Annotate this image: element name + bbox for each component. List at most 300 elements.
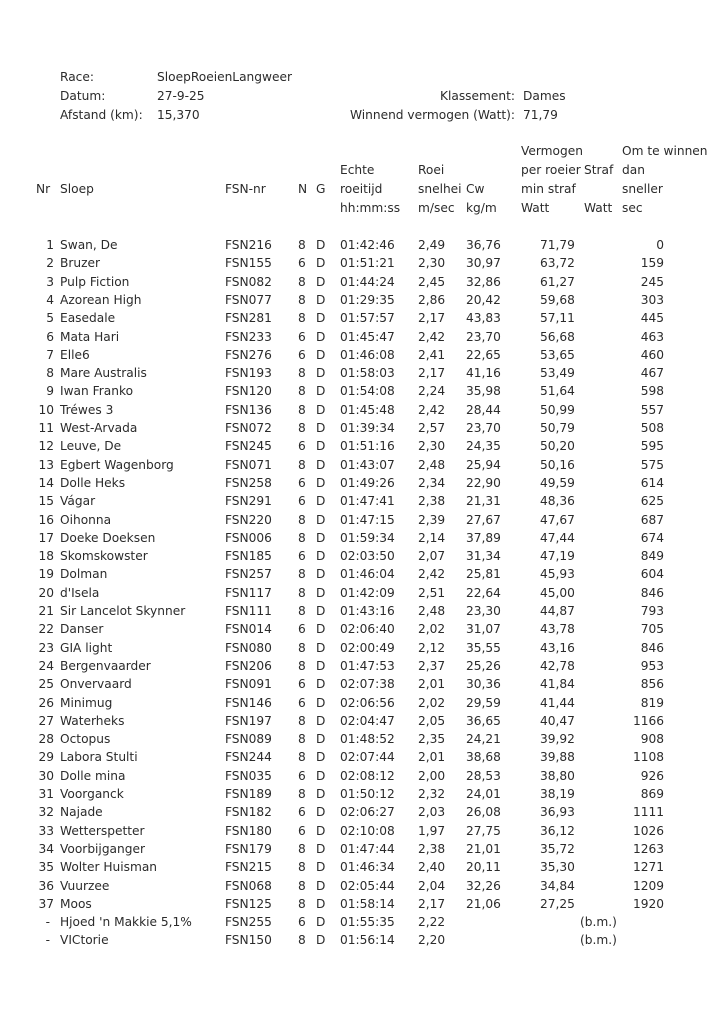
- row-time: 01:42:46: [340, 238, 395, 252]
- row-n: 6: [298, 347, 306, 362]
- row-n: 6: [298, 805, 306, 820]
- row-n: 6: [298, 256, 306, 271]
- row-fsn: FSN068: [225, 878, 272, 893]
- row-speed: 2,57: [418, 421, 446, 435]
- table-row: [0, 748, 721, 766]
- col-vermogen-line3: min straf: [521, 182, 576, 196]
- row-sloep: Oihonna: [60, 512, 112, 527]
- row-sloep: Wolter Huisman: [60, 860, 158, 875]
- row-vermogen: 47,44: [540, 530, 575, 545]
- table-row: [0, 273, 721, 291]
- row-vermogen: 36,12: [540, 823, 575, 838]
- row-speed: 2,51: [418, 585, 446, 600]
- row-speed: 2,32: [418, 787, 446, 801]
- row-vermogen: 47,19: [540, 549, 575, 564]
- row-win: 849: [640, 549, 664, 564]
- table-row: [0, 309, 721, 327]
- col-win-line1: Om te winnen: [622, 144, 708, 158]
- row-n: 8: [298, 585, 306, 600]
- table-row: [0, 565, 721, 583]
- table-row: [0, 419, 721, 437]
- row-nr: 33: [38, 823, 54, 838]
- row-speed: 2,22: [418, 915, 446, 930]
- row-fsn: FSN257: [225, 567, 272, 582]
- row-time: 01:55:35: [340, 915, 395, 930]
- table-row: [0, 584, 721, 602]
- row-win: 598: [640, 384, 664, 399]
- row-cw: 21,01: [466, 841, 501, 856]
- row-g: D: [316, 915, 326, 930]
- row-fsn: FSN072: [225, 421, 272, 435]
- row-g: D: [316, 878, 326, 893]
- row-n: 8: [298, 860, 306, 875]
- row-time: 01:47:44: [340, 841, 395, 856]
- row-speed: 2,03: [418, 805, 446, 820]
- row-win: 1108: [632, 750, 664, 765]
- table-row: [0, 602, 721, 620]
- row-n: 8: [298, 421, 306, 435]
- row-n: 8: [298, 841, 306, 856]
- row-win: 1263: [632, 841, 664, 856]
- row-time: 01:48:52: [340, 732, 395, 747]
- row-time: 01:39:34: [340, 421, 395, 435]
- row-straf: (b.m.): [580, 933, 617, 948]
- row-time: 02:07:44: [340, 750, 395, 765]
- row-time: 02:05:44: [340, 878, 395, 893]
- table-row: [0, 931, 721, 949]
- row-cw: 26,08: [466, 805, 501, 820]
- row-g: D: [316, 860, 326, 875]
- row-nr: 22: [38, 622, 54, 637]
- col-win-line3: sneller: [622, 182, 663, 196]
- row-cw: 22,90: [466, 475, 501, 490]
- col-cw-line2: kg/m: [466, 201, 497, 215]
- row-nr: 20: [38, 585, 54, 600]
- row-win: 460: [640, 347, 664, 362]
- row-win: 1111: [632, 805, 664, 820]
- row-win: 557: [640, 402, 664, 417]
- row-vermogen: 44,87: [540, 604, 575, 618]
- row-win: 0: [656, 238, 664, 252]
- row-nr: 34: [38, 841, 54, 856]
- row-fsn: FSN185: [225, 549, 272, 564]
- row-speed: 2,00: [418, 768, 446, 783]
- row-vermogen: 61,27: [540, 274, 575, 289]
- row-n: 8: [298, 457, 306, 472]
- col-cw-line1: Cw: [466, 182, 485, 196]
- row-speed: 2,12: [418, 640, 446, 655]
- row-fsn: FSN035: [225, 768, 272, 783]
- row-time: 02:06:27: [340, 805, 395, 820]
- row-g: D: [316, 347, 326, 362]
- row-fsn: FSN071: [225, 457, 272, 472]
- row-cw: 41,16: [466, 366, 501, 381]
- row-vermogen: 53,65: [540, 347, 575, 362]
- row-speed: 2,48: [418, 457, 446, 472]
- race-label: Race:: [60, 70, 94, 84]
- row-sloep: Octopus: [60, 732, 111, 747]
- row-speed: 2,24: [418, 384, 446, 399]
- row-cw: 21,06: [466, 896, 501, 911]
- row-time: 02:04:47: [340, 713, 395, 728]
- row-nr: 23: [38, 640, 54, 655]
- row-vermogen: 50,79: [540, 421, 575, 435]
- row-nr: 24: [38, 658, 54, 673]
- row-cw: 20,42: [466, 292, 501, 307]
- row-fsn: FSN182: [225, 805, 272, 820]
- row-g: D: [316, 274, 326, 289]
- col-speed-line1: Roei: [418, 163, 445, 177]
- row-g: D: [316, 366, 326, 381]
- row-fsn: FSN120: [225, 384, 272, 399]
- winnend-vermogen-value: 71,79: [523, 108, 558, 122]
- row-nr: 13: [38, 457, 54, 472]
- table-row: [0, 401, 721, 419]
- table-row: [0, 547, 721, 565]
- row-sloep: Doeke Doeksen: [60, 530, 156, 545]
- row-fsn: FSN258: [225, 475, 272, 490]
- row-sloep: Minimug: [60, 695, 113, 710]
- row-n: 8: [298, 238, 306, 252]
- row-sloep: Najade: [60, 805, 103, 820]
- row-win: 303: [640, 292, 664, 307]
- row-n: 8: [298, 787, 306, 801]
- row-fsn: FSN197: [225, 713, 272, 728]
- row-vermogen: 42,78: [540, 658, 575, 673]
- row-sloep: Vuurzee: [60, 878, 110, 893]
- row-n: 8: [298, 713, 306, 728]
- row-win: 625: [640, 494, 664, 509]
- row-n: 6: [298, 494, 306, 509]
- row-cw: 37,89: [466, 530, 501, 545]
- table-row: [0, 675, 721, 693]
- row-speed: 2,04: [418, 878, 446, 893]
- table-row: [0, 840, 721, 858]
- row-g: D: [316, 457, 326, 472]
- row-vermogen: 53,49: [540, 366, 575, 381]
- row-time: 01:59:34: [340, 530, 395, 545]
- row-time: 02:07:38: [340, 677, 395, 692]
- row-win: 1271: [632, 860, 664, 875]
- row-n: 8: [298, 512, 306, 527]
- row-g: D: [316, 402, 326, 417]
- row-cw: 29,59: [466, 695, 501, 710]
- row-g: D: [316, 622, 326, 637]
- row-vermogen: 34,84: [540, 878, 575, 893]
- table-row: [0, 730, 721, 748]
- row-time: 01:58:14: [340, 896, 395, 911]
- col-g: G: [316, 182, 326, 196]
- row-n: 8: [298, 933, 306, 948]
- row-nr: 10: [38, 402, 54, 417]
- row-time: 01:51:21: [340, 256, 395, 271]
- row-sloep: Wetterspetter: [60, 823, 145, 838]
- row-vermogen: 41,84: [540, 677, 575, 692]
- row-fsn: FSN091: [225, 677, 272, 692]
- row-speed: 2,40: [418, 860, 446, 875]
- row-g: D: [316, 658, 326, 673]
- row-speed: 2,01: [418, 677, 446, 692]
- row-vermogen: 39,88: [540, 750, 575, 765]
- row-win: 445: [640, 311, 664, 326]
- row-time: 01:45:47: [340, 329, 395, 344]
- row-fsn: FSN014: [225, 622, 272, 637]
- row-nr: 2: [46, 256, 54, 271]
- row-g: D: [316, 732, 326, 747]
- row-vermogen: 48,36: [540, 494, 575, 509]
- row-nr: 25: [38, 677, 54, 692]
- row-fsn: FSN291: [225, 494, 272, 509]
- row-n: 6: [298, 475, 306, 490]
- row-win: 604: [640, 567, 664, 582]
- row-nr: 11: [38, 421, 54, 435]
- row-win: 869: [640, 787, 664, 801]
- row-time: 01:43:16: [340, 604, 395, 618]
- row-time: 01:46:08: [340, 347, 395, 362]
- row-win: 1026: [632, 823, 664, 838]
- row-g: D: [316, 695, 326, 710]
- row-sloep: Dolle mina: [60, 768, 126, 783]
- row-time: 02:03:50: [340, 549, 395, 564]
- row-vermogen: 49,59: [540, 475, 575, 490]
- row-vermogen: 45,00: [540, 585, 575, 600]
- row-sloep: Onvervaard: [60, 677, 132, 692]
- row-fsn: FSN215: [225, 860, 272, 875]
- row-g: D: [316, 805, 326, 820]
- row-cw: 27,75: [466, 823, 501, 838]
- row-vermogen: 43,78: [540, 622, 575, 637]
- row-nr: 7: [46, 347, 54, 362]
- row-win: 614: [640, 475, 664, 490]
- row-win: 793: [640, 604, 664, 618]
- row-win: 245: [640, 274, 664, 289]
- row-sloep: Egbert Wagenborg: [60, 457, 174, 472]
- table-row: [0, 895, 721, 913]
- klassement-value: Dames: [523, 89, 566, 103]
- row-fsn: FSN189: [225, 787, 272, 801]
- row-g: D: [316, 677, 326, 692]
- table-row: [0, 529, 721, 547]
- row-n: 6: [298, 549, 306, 564]
- row-nr: 5: [46, 311, 54, 326]
- row-n: 8: [298, 750, 306, 765]
- datum-label: Datum:: [60, 89, 106, 103]
- row-cw: 25,94: [466, 457, 501, 472]
- row-n: 8: [298, 567, 306, 582]
- row-n: 6: [298, 439, 306, 454]
- table-row: [0, 785, 721, 803]
- row-n: 6: [298, 622, 306, 637]
- row-n: 8: [298, 292, 306, 307]
- row-nr: 37: [38, 896, 54, 911]
- row-n: 8: [298, 878, 306, 893]
- row-n: 8: [298, 658, 306, 673]
- row-g: D: [316, 439, 326, 454]
- afstand-label: Afstand (km):: [60, 108, 143, 122]
- table-row: [0, 657, 721, 675]
- row-vermogen: 63,72: [540, 256, 575, 271]
- row-nr: 31: [38, 787, 54, 801]
- row-speed: 2,34: [418, 475, 446, 490]
- row-speed: 2,86: [418, 292, 446, 307]
- row-speed: 2,39: [418, 512, 446, 527]
- row-nr: 32: [38, 805, 54, 820]
- row-speed: 2,42: [418, 402, 446, 417]
- row-fsn: FSN193: [225, 366, 272, 381]
- row-fsn: FSN077: [225, 292, 272, 307]
- row-speed: 2,37: [418, 658, 446, 673]
- row-straf: (b.m.): [580, 915, 617, 930]
- row-cw: 24,35: [466, 439, 501, 454]
- col-sloep: Sloep: [60, 182, 94, 196]
- row-cw: 43,83: [466, 311, 501, 326]
- row-g: D: [316, 768, 326, 783]
- col-win-line4: sec: [622, 201, 643, 215]
- row-nr: 9: [46, 384, 54, 399]
- row-time: 02:06:40: [340, 622, 395, 637]
- row-nr: 6: [46, 329, 54, 344]
- row-nr: 8: [46, 366, 54, 381]
- row-nr: 21: [38, 604, 54, 618]
- row-n: 6: [298, 768, 306, 783]
- row-win: 467: [640, 366, 664, 381]
- row-cw: 27,67: [466, 512, 501, 527]
- row-time: 01:45:48: [340, 402, 395, 417]
- row-nr: 36: [38, 878, 54, 893]
- row-n: 8: [298, 530, 306, 545]
- row-n: 8: [298, 896, 306, 911]
- row-win: 674: [640, 530, 664, 545]
- row-cw: 36,76: [466, 238, 501, 252]
- row-sloep: Sir Lancelot Skynner: [60, 604, 186, 618]
- row-cw: 31,07: [466, 622, 501, 637]
- row-cw: 31,34: [466, 549, 501, 564]
- row-time: 02:06:56: [340, 695, 395, 710]
- row-speed: 2,20: [418, 933, 446, 948]
- table-row: [0, 913, 721, 931]
- row-time: 01:46:34: [340, 860, 395, 875]
- row-nr: 35: [38, 860, 54, 875]
- row-vermogen: 35,72: [540, 841, 575, 856]
- table-row: [0, 456, 721, 474]
- row-fsn: FSN216: [225, 238, 272, 252]
- row-fsn: FSN245: [225, 439, 272, 454]
- table-row: [0, 474, 721, 492]
- row-n: 8: [298, 604, 306, 618]
- row-fsn: FSN089: [225, 732, 272, 747]
- row-time: 01:57:57: [340, 311, 395, 326]
- row-cw: 35,98: [466, 384, 501, 399]
- table-row: [0, 767, 721, 785]
- row-vermogen: 43,16: [540, 640, 575, 655]
- row-n: 6: [298, 695, 306, 710]
- row-sloep: GIA light: [60, 640, 113, 655]
- row-vermogen: 51,64: [540, 384, 575, 399]
- col-fsn: FSN-nr: [225, 182, 266, 196]
- row-win: 1209: [632, 878, 664, 893]
- row-g: D: [316, 604, 326, 618]
- row-cw: 23,30: [466, 604, 501, 618]
- col-time-line2: roeitijd: [340, 182, 383, 196]
- row-cw: 28,44: [466, 402, 501, 417]
- row-sloep: Easedale: [60, 311, 116, 326]
- row-cw: 32,26: [466, 878, 501, 893]
- row-win: 705: [640, 622, 664, 637]
- row-n: 8: [298, 274, 306, 289]
- row-cw: 24,01: [466, 787, 501, 801]
- row-sloep: Dolman: [60, 567, 108, 582]
- row-nr: -: [45, 915, 50, 930]
- row-sloep: Iwan Franko: [60, 384, 134, 399]
- row-speed: 2,07: [418, 549, 446, 564]
- col-time-line3: hh:mm:ss: [340, 201, 401, 215]
- row-fsn: FSN082: [225, 274, 272, 289]
- row-vermogen: 35,30: [540, 860, 575, 875]
- row-win: 687: [640, 512, 664, 527]
- row-speed: 2,02: [418, 622, 446, 637]
- row-vermogen: 41,44: [540, 695, 575, 710]
- row-win: 908: [640, 732, 664, 747]
- row-win: 575: [640, 457, 664, 472]
- row-win: 846: [640, 640, 664, 655]
- row-cw: 22,65: [466, 347, 501, 362]
- row-cw: 21,31: [466, 494, 501, 509]
- row-nr: 1: [46, 238, 54, 252]
- row-g: D: [316, 567, 326, 582]
- row-vermogen: 57,11: [540, 311, 575, 326]
- row-sloep: Leuve, De: [60, 439, 122, 454]
- row-speed: 2,48: [418, 604, 446, 618]
- row-speed: 2,38: [418, 841, 446, 856]
- row-vermogen: 71,79: [540, 238, 575, 252]
- row-time: 01:58:03: [340, 366, 395, 381]
- row-vermogen: 38,19: [540, 787, 575, 801]
- row-g: D: [316, 750, 326, 765]
- row-time: 02:08:12: [340, 768, 395, 783]
- row-g: D: [316, 530, 326, 545]
- row-time: 01:42:09: [340, 585, 395, 600]
- row-vermogen: 38,80: [540, 768, 575, 783]
- row-nr: 27: [38, 713, 54, 728]
- row-time: 01:47:15: [340, 512, 395, 527]
- row-cw: 30,36: [466, 677, 501, 692]
- row-time: 01:51:16: [340, 439, 395, 454]
- row-win: 595: [640, 439, 664, 454]
- row-speed: 2,42: [418, 567, 446, 582]
- row-nr: 17: [38, 530, 54, 545]
- row-win: 508: [640, 421, 664, 435]
- row-vermogen: 47,67: [540, 512, 575, 527]
- row-sloep: Vágar: [60, 494, 96, 509]
- table-row: [0, 639, 721, 657]
- row-win: 1166: [632, 713, 664, 728]
- row-vermogen: 45,93: [540, 567, 575, 582]
- row-cw: 23,70: [466, 329, 501, 344]
- row-sloep: Azorean High: [60, 292, 142, 307]
- row-vermogen: 50,99: [540, 402, 575, 417]
- table-row: [0, 803, 721, 821]
- row-vermogen: 56,68: [540, 329, 575, 344]
- row-speed: 2,17: [418, 896, 446, 911]
- row-sloep: Bruzer: [60, 256, 101, 271]
- row-fsn: FSN111: [225, 604, 272, 618]
- row-nr: 15: [38, 494, 54, 509]
- table-row: [0, 236, 721, 254]
- col-vermogen-line1: Vermogen: [521, 144, 583, 158]
- row-g: D: [316, 475, 326, 490]
- row-n: 6: [298, 823, 306, 838]
- row-sloep: Tréwes 3: [60, 402, 114, 417]
